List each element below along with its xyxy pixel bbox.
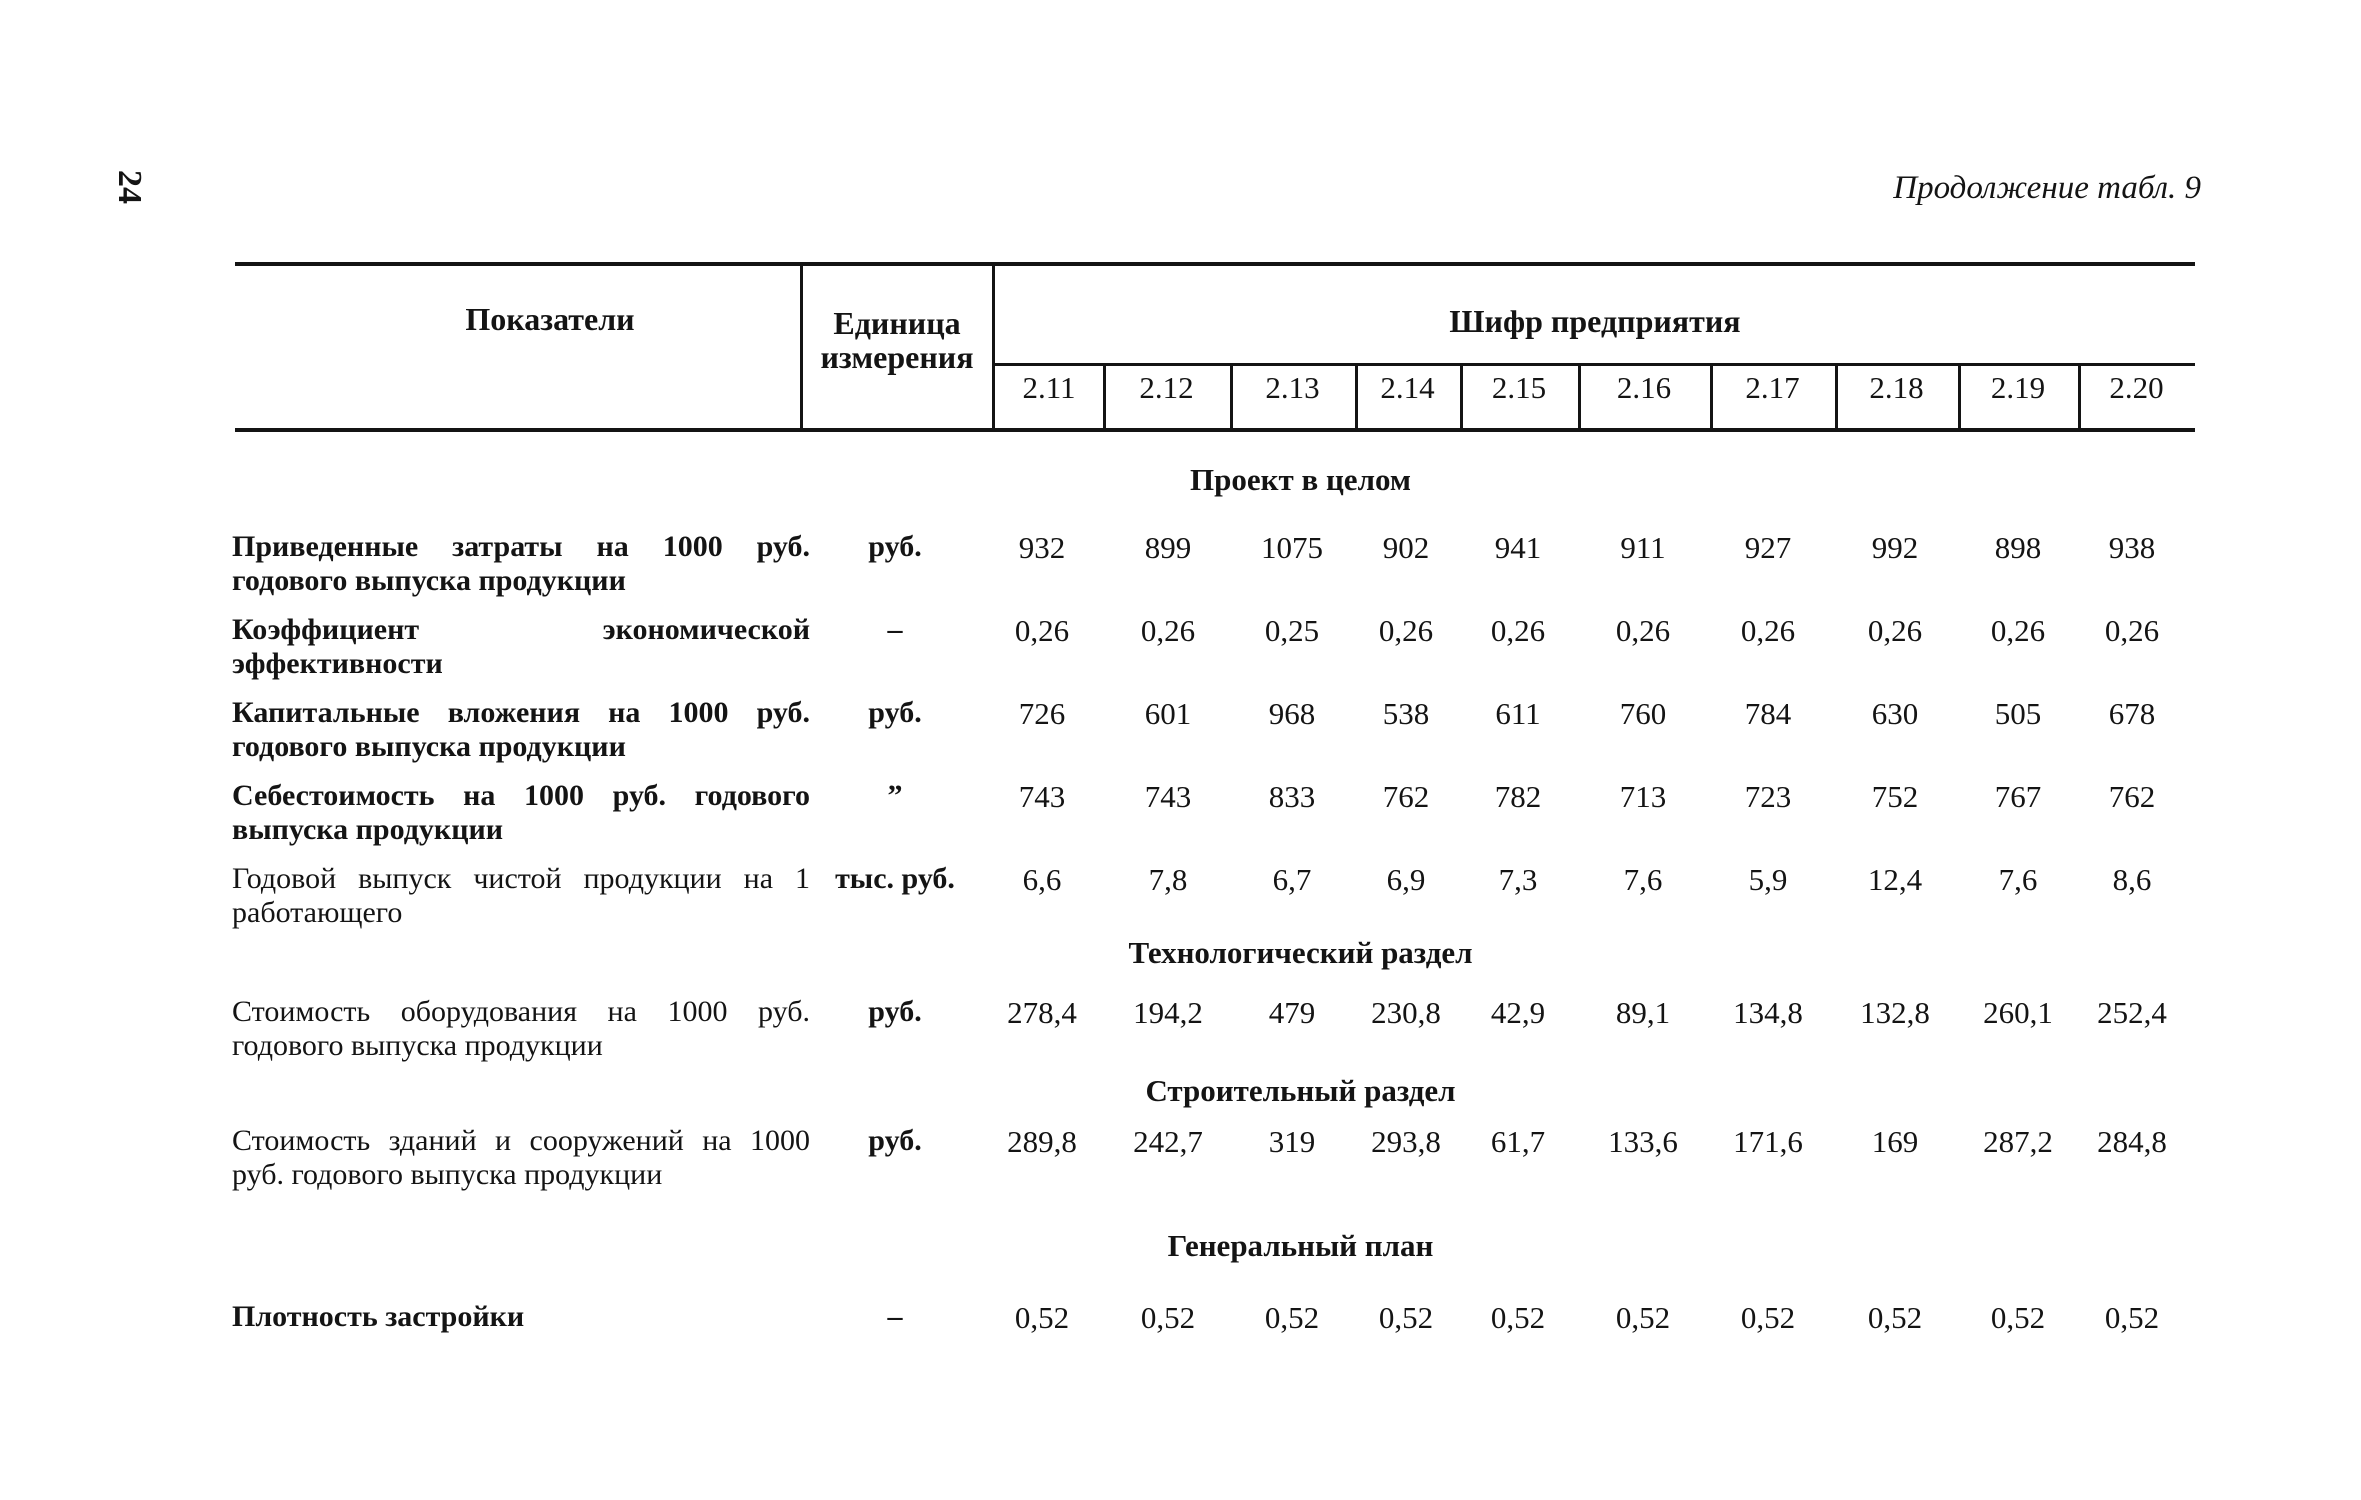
table-cell-value: 134,8 [1733,995,1803,1030]
table-cell-value: 782 [1494,779,1542,814]
table-cell-value: 0,52 [1740,1300,1796,1335]
table-cell-value: 171,6 [1733,1124,1803,1159]
table-cell-value: 911 [1620,530,1666,565]
row-label: Коэффициент экономической эффективности [232,613,810,680]
table-cell-value: 278,4 [1007,995,1077,1030]
table-cell-value: 0,52 [1867,1300,1923,1335]
table-cell-value: 8,6 [2112,862,2152,897]
row-unit: руб. [868,696,922,729]
table-cell-value: 5,9 [1748,862,1788,897]
table-cell-value: 762 [2108,779,2156,814]
table-cell-value: 6,7 [1272,862,1312,897]
table-cell-value: 7,6 [1623,862,1663,897]
table-cell-value: 760 [1619,696,1667,731]
row-label: Плотность застройки [232,1300,525,1333]
table-cell-value: 713 [1619,779,1667,814]
table-cell-value: 0,26 [1490,613,1546,648]
table-cell-value: 630 [1871,696,1919,731]
header-unit-line2: измерения [820,339,974,375]
table-continuation-caption: Продолжение табл. 9 [1893,170,2201,206]
table-cell-value: 992 [1871,530,1919,565]
table-cell-value: 743 [1018,779,1066,814]
row-unit: руб. [868,995,922,1028]
table-cell-value: 0,26 [1014,613,1070,648]
row-unit: руб. [868,530,922,563]
table-cell-value: 479 [1268,995,1316,1030]
table-cell-value: 0,26 [1740,613,1796,648]
section-title: Генеральный план [1167,1228,1434,1263]
table-cell-value: 833 [1268,779,1316,814]
table-cell-value: 505 [1994,696,2042,731]
row-label: Капитальные вложения на 1000 руб. годового выпуска продукции [232,696,810,763]
row-unit: – [887,613,903,646]
table-cell-value: 7,3 [1498,862,1538,897]
table-cell-value: 0,26 [1990,613,2046,648]
table-cell-value: 611 [1495,696,1541,731]
table-cell-value: 0,26 [2104,613,2160,648]
table-cell-value: 743 [1144,779,1192,814]
enterprise-code-2.15: 2.15 [1491,370,1547,405]
table-cell-value: 230,8 [1371,995,1441,1030]
enterprise-code-2.14: 2.14 [1380,370,1435,405]
section-title: Строительный раздел [1145,1073,1456,1108]
header-unit-line1: Единица [833,305,961,341]
table-cell-value: 0,26 [1140,613,1196,648]
table-cell-value: 61,7 [1490,1124,1546,1159]
table-cell-value: 89,1 [1615,995,1671,1030]
table-cell-value: 289,8 [1007,1124,1077,1159]
row-label: Себестоимость на 1000 руб. годового выпуска продукции [232,779,810,846]
table-cell-value: 0,52 [1990,1300,2046,1335]
table-cell-value: 284,8 [2097,1124,2167,1159]
enterprise-code-2.13: 2.13 [1265,370,1320,405]
table-cell-value: 293,8 [1371,1124,1441,1159]
table-cell-value: 752 [1871,779,1919,814]
section-title: Проект в целом [1190,462,1411,497]
enterprise-code-2.19: 2.19 [1990,370,2046,405]
table-cell-value: 7,6 [1998,862,2038,897]
table-cell-value: 0,52 [2104,1300,2160,1335]
row-unit: руб. [868,1124,922,1157]
table-cell-value: 898 [1994,530,2042,565]
table-cell-value: 941 [1494,530,1542,565]
table-cell-value: 7,8 [1148,862,1188,897]
enterprise-code-2.16: 2.16 [1616,370,1672,405]
table-cell-value: 252,4 [2097,995,2167,1030]
table-cell-value: 0,52 [1264,1300,1320,1335]
enterprise-code-2.11: 2.11 [1022,370,1076,405]
table-cell-value: 762 [1382,779,1430,814]
table-cell-value: 0,52 [1014,1300,1070,1335]
table-cell-value: 678 [2108,696,2156,731]
table-cell-value: 194,2 [1133,995,1203,1030]
table-cell-value: 6,6 [1022,862,1062,897]
enterprise-code-2.18: 2.18 [1869,370,1924,405]
table-cell-value: 0,26 [1378,613,1434,648]
table-cell-value: 169 [1871,1124,1919,1159]
row-label: Годовой выпуск чистой продукции на 1 работающего [232,862,810,929]
table-cell-value: 932 [1018,530,1066,565]
header-unit [802,306,992,374]
enterprise-code-2.17: 2.17 [1745,370,1800,405]
table-cell-value: 319 [1268,1124,1316,1159]
table-cell-value: 12,4 [1867,862,1923,897]
table-cell-value: 726 [1018,696,1066,731]
table-header-bottom-rule [235,428,2195,432]
table-cell-value: 601 [1144,696,1192,731]
table-cell-value: 538 [1382,696,1430,731]
table-cell-value: 899 [1144,530,1192,565]
header-indicators: Показатели [465,301,635,337]
table-cell-value: 0,25 [1264,613,1320,648]
table-cell-value: 968 [1268,696,1316,731]
table-cell-value: 723 [1744,779,1792,814]
enterprise-code-2.12: 2.12 [1139,370,1194,405]
table-cell-value: 242,7 [1133,1124,1203,1159]
row-unit: тыс. руб. [835,862,955,895]
row-unit: ” [887,779,903,812]
row-unit: – [887,1300,903,1333]
table-cell-value: 132,8 [1860,995,1930,1030]
page-number: 24 [111,170,148,204]
header-enterprise-code: Шифр предприятия [1449,303,1741,339]
table-cell-value: 938 [2108,530,2156,565]
section-title: Технологический раздел [1128,935,1473,970]
table-cell-value: 927 [1744,530,1792,565]
table-cell-value: 6,9 [1386,862,1426,897]
enterprise-code-2.20: 2.20 [2109,370,2164,405]
table-cell-value: 784 [1744,696,1792,731]
table-cell-value: 1075 [1261,530,1323,565]
table-cell-value: 0,26 [1615,613,1671,648]
table-cell-value: 0,26 [1867,613,1923,648]
table-cell-value: 0,52 [1140,1300,1196,1335]
row-label: Приведенные затраты на 1000 руб. годового выпуска продукции [232,530,810,597]
table-cell-value: 0,52 [1615,1300,1671,1335]
row-label: Стоимость оборудования на 1000 руб. годового выпуска продукции [232,995,810,1062]
table-cell-value: 902 [1382,530,1430,565]
table-cell-value: 767 [1994,779,2042,814]
table-cell-value: 133,6 [1608,1124,1678,1159]
table-cell-value: 0,52 [1378,1300,1434,1335]
table-cell-value: 0,52 [1490,1300,1546,1335]
table-cell-value: 42,9 [1490,995,1546,1030]
table-cell-value: 260,1 [1983,995,2053,1030]
code-header-rule [995,363,2195,366]
table-cell-value: 287,2 [1983,1124,2053,1159]
table-top-rule [235,262,2195,266]
row-label: Стоимость зданий и сооружений на 1000 руб. годового выпуска продукции [232,1124,810,1191]
